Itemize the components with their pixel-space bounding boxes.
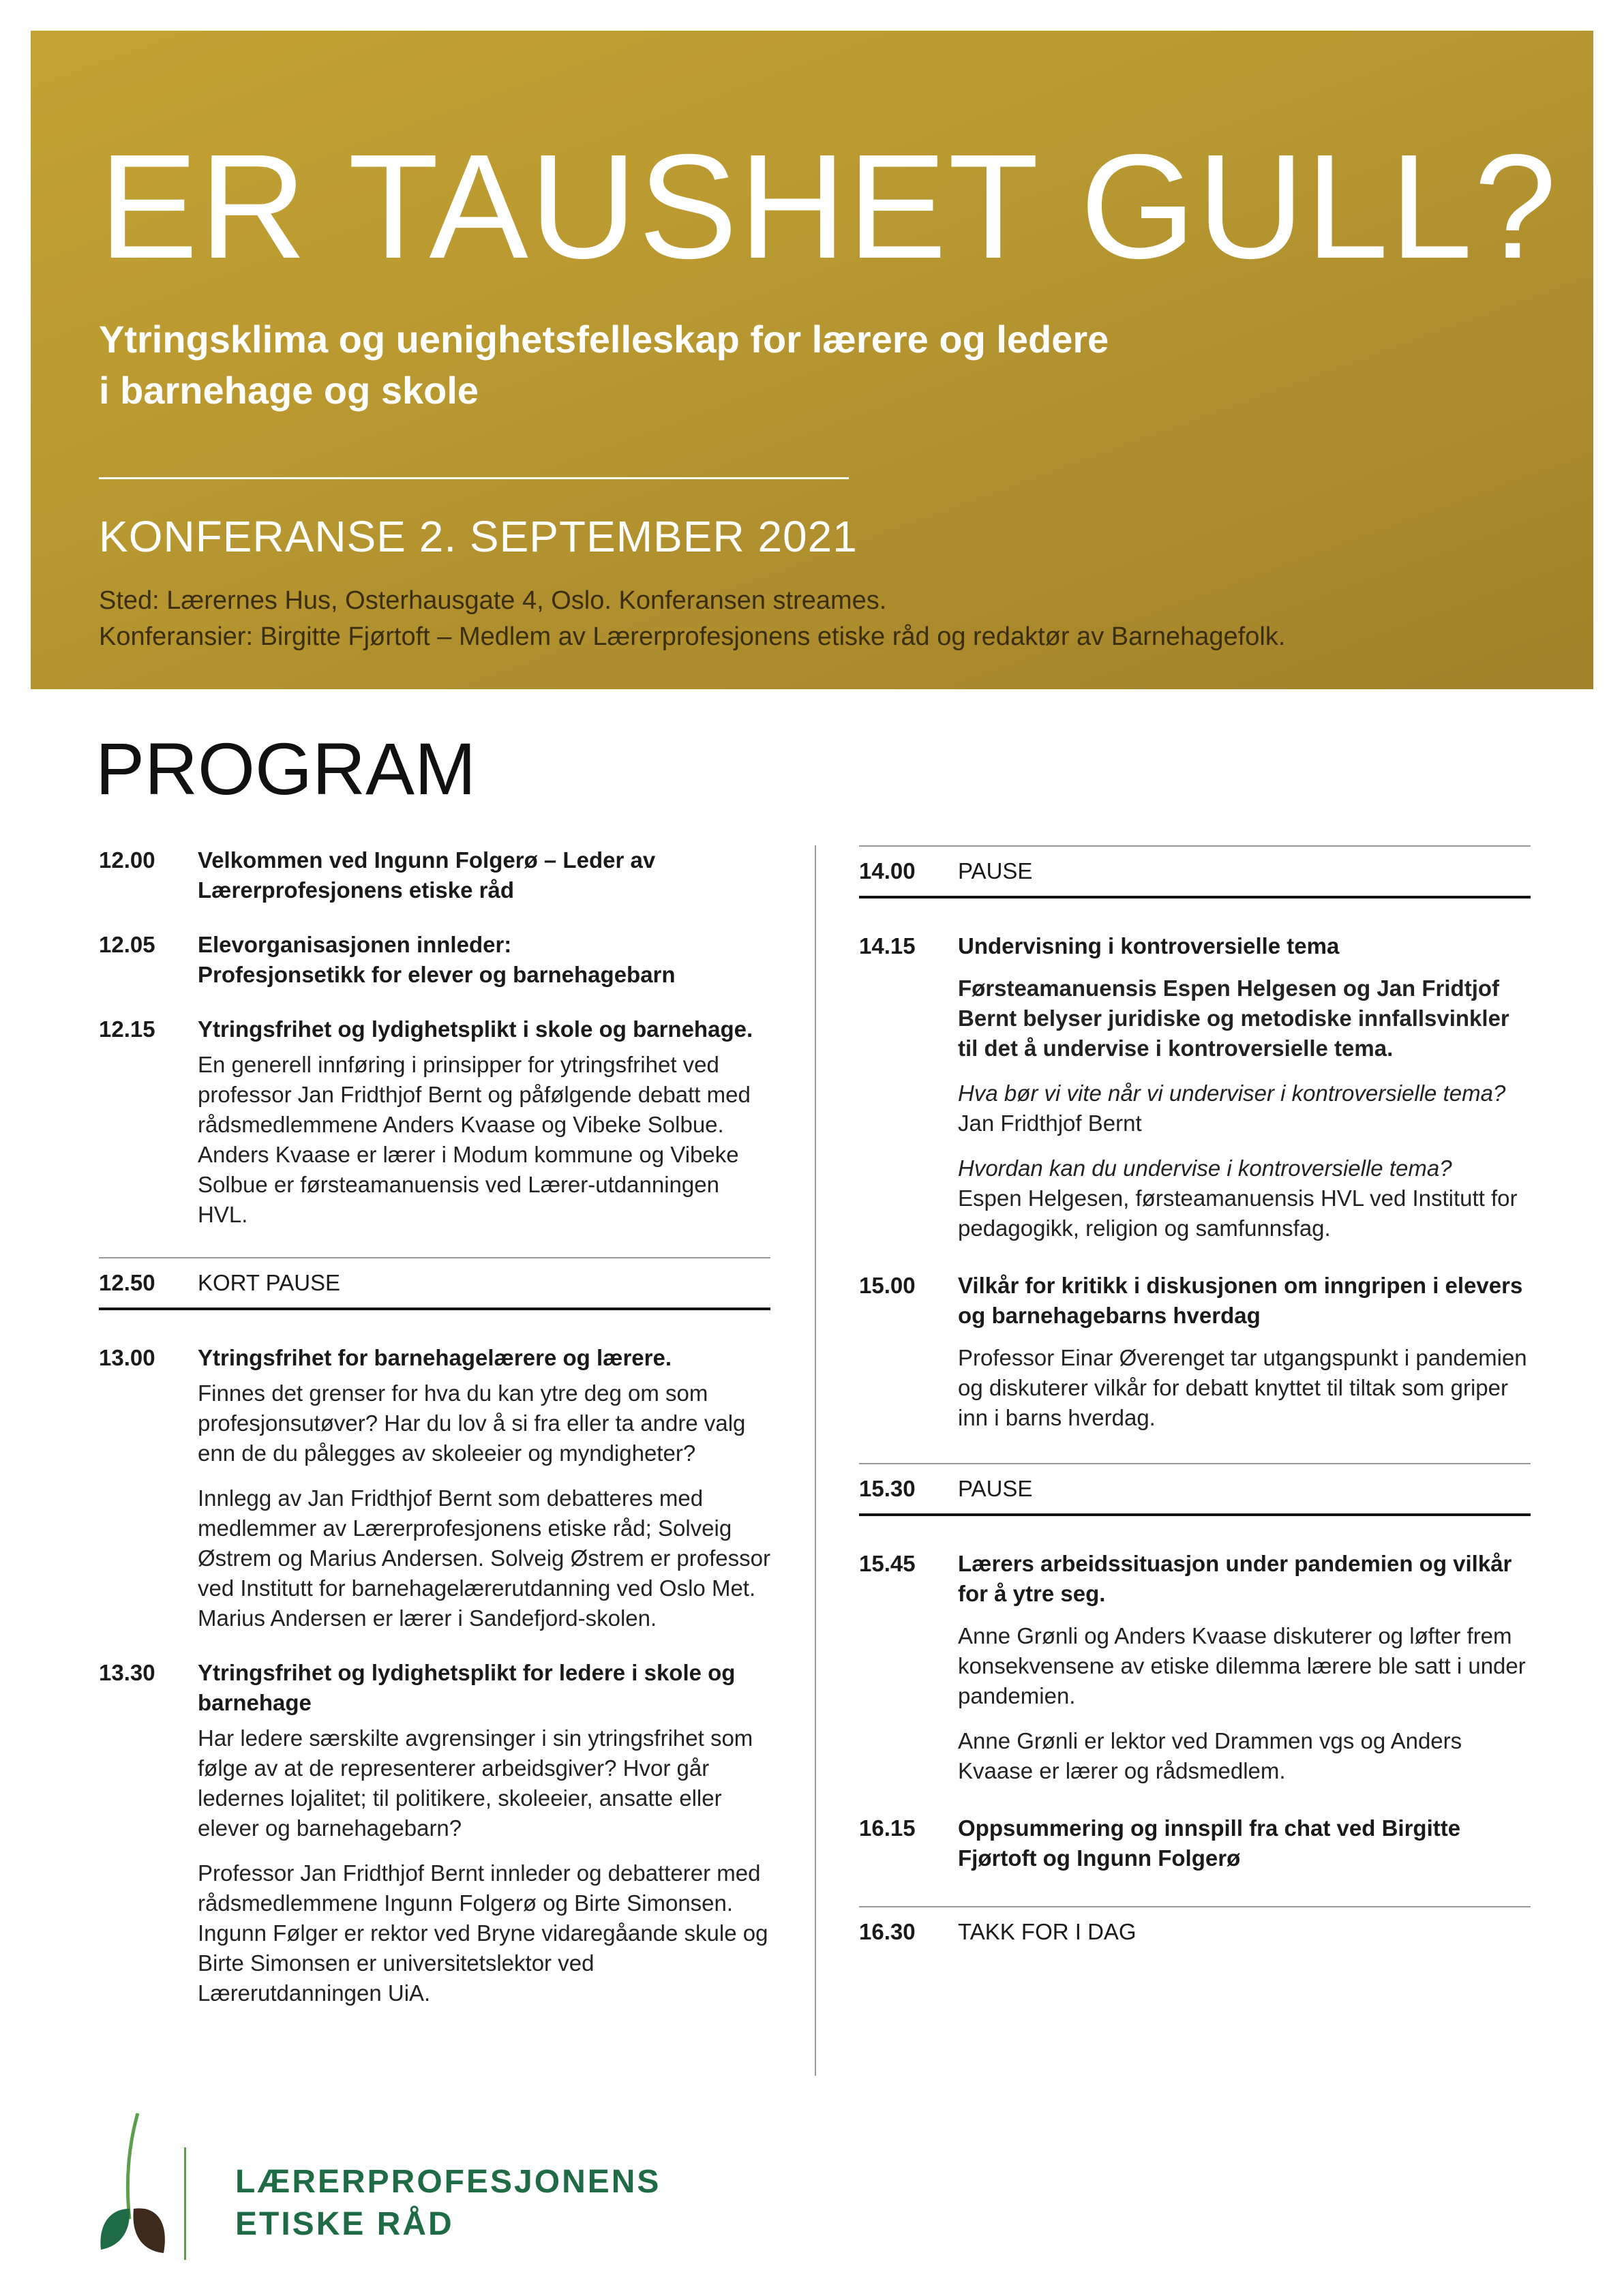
question-speaker: Espen Helgesen, førsteamanuensis HVL ved Institutt for pedagogikk, religion og samfunnsfag. (958, 1185, 1518, 1241)
item-body (198, 1050, 770, 1230)
program-heading: PROGRAM (95, 727, 477, 810)
question-text: Hva bør vi vite når vi underviser i kontroversielle tema? (958, 1081, 1506, 1106)
program-item (859, 931, 1531, 1243)
item-body (958, 1621, 1531, 1786)
pause-label: TAKK FOR I DAG (958, 1919, 1137, 1944)
pause-row (99, 1257, 770, 1310)
item-paragraph: Profesjonsetikk for elever og barnehagebarn (198, 962, 676, 987)
pause-row (859, 1906, 1531, 1957)
question-text: Hvordan kan du undervise i kontroversielle tema? (958, 1155, 1452, 1181)
item-time: 12.00 (99, 847, 155, 873)
item-time: 12.50 (99, 1270, 155, 1295)
pause-row (859, 845, 1531, 898)
subtitle (99, 314, 1326, 416)
pause-label: KORT PAUSE (198, 1270, 341, 1295)
item-body (198, 960, 770, 990)
item-title: Undervisning i kontroversielle tema (958, 933, 1340, 958)
item-time: 14.00 (859, 858, 916, 883)
item-time: 13.30 (99, 1660, 155, 1685)
item-body (198, 1723, 770, 2008)
item-time: 12.15 (99, 1016, 155, 1042)
item-time: 15.30 (859, 1476, 916, 1501)
column-divider (815, 845, 816, 2076)
item-time: 13.00 (99, 1345, 155, 1370)
item-time: 15.45 (859, 1551, 916, 1576)
org-name-line-1: LÆRERPROFESJONENS (235, 2164, 661, 2200)
item-title: Velkommen ved Ingunn Folgerø – Leder av Lærerprofesjonens etiske råd (198, 847, 656, 903)
org-name-line-2: ETISKE RÅD (235, 2206, 454, 2242)
subtitle-line-2: i barnehage og skole (99, 369, 479, 412)
question-speaker: Jan Fridthjof Bernt (958, 1111, 1142, 1136)
banner-divider (99, 477, 849, 479)
item-paragraph: Anne Grønli og Anders Kvaase diskuterer og løfter frem konsekvensene av etiske dilemma lærere ble satt i under pandemien. (958, 1623, 1526, 1708)
conference-date: KONFERANSE 2. SEPTEMBER 2021 (99, 512, 858, 561)
program-item (99, 930, 770, 990)
item-body (198, 1378, 770, 1633)
item-time: 16.30 (859, 1919, 916, 1944)
item-time: 16.15 (859, 1815, 916, 1841)
item-paragraph: Professor Jan Fridthjof Bernt innleder og debatterer med rådsmedlemmene Ingunn Folgerø og Birte Simonsen. Ingunn Følger er rektor ved Bryne vidaregåande skule og Birte Simonsen er universitetslektor ved Lærerutdanningen UiA. (198, 1860, 768, 2006)
program-item (859, 1271, 1531, 1433)
item-title: Vilkår for kritikk i diskusjonen om inngripen i elevers og barnehagebarns hverdag (958, 1273, 1523, 1328)
org-name (235, 2161, 661, 2246)
program-item (99, 845, 770, 905)
item-paragraph: Finnes det grenser for hva du kan ytre deg om som profesjonsutøver? Har du lov å si fra eller ta andre valg enn de du pålegges av skoleeier og myndigheter? (198, 1380, 746, 1466)
item-title: Lærers arbeidssituasjon under pandemien og vilkår for å ytre seg. (958, 1551, 1512, 1606)
sprout-logo-icon (95, 2106, 170, 2263)
item-paragraph: Anne Grønli er lektor ved Drammen vgs og Anders Kvaase er lærer og rådsmedlem. (958, 1728, 1462, 1783)
program-column-right (859, 845, 1531, 1989)
item-time: 15.00 (859, 1273, 916, 1298)
item-lead: Førsteamanuensis Espen Helgesen og Jan Fridtjof Bernt belyser juridiske og metodiske innfallsvinkler til det å undervise i kontroversielle tema. (958, 976, 1509, 1061)
program-item (99, 1014, 770, 1230)
program-item (859, 1549, 1531, 1786)
program-item (859, 1813, 1531, 1873)
pause-label: PAUSE (958, 858, 1033, 883)
venue-info: Sted: Lærernes Hus, Osterhausgate 4, Oslo. Konferansen streames. (99, 586, 887, 615)
item-body (958, 1343, 1531, 1433)
item-question (958, 1153, 1531, 1243)
logo-separator (184, 2147, 186, 2260)
program-item (99, 1658, 770, 2008)
item-body (958, 973, 1531, 1243)
item-paragraph: En generell innføring i prinsipper for ytringsfrihet ved professor Jan Fridthjof Bernt og påfølgende debatt med rådsmedlemmene Anders Kvaase og Vibeke Solbue. Anders Kvaase er lærer i Modum kommune og Vibeke Solbue er førsteamanuensis ved Lærer-utdanningen HVL. (198, 1052, 751, 1227)
item-title: Oppsummering og innspill fra chat ved Birgitte Fjørtoft og Ingunn Folgerø (958, 1815, 1461, 1871)
item-title: Ytringsfrihet og lydighetsplikt for ledere i skole og barnehage (198, 1660, 736, 1715)
item-time: 12.05 (99, 932, 155, 957)
header-banner (31, 31, 1593, 689)
item-title: Ytringsfrihet for barnehagelærere og lærere. (198, 1345, 672, 1370)
host-info: Konferansier: Birgitte Fjørtoft – Medlem av Lærerprofesjonens etiske råd og redaktør av Barnehagefolk. (99, 622, 1286, 651)
page-title: ER TAUSHET GULL? (99, 124, 1559, 290)
subtitle-line-1: Ytringsklima og uenighetsfelleskap for lærere og ledere (99, 318, 1109, 361)
item-question (958, 1078, 1531, 1138)
pause-row (859, 1463, 1531, 1516)
program-column-left (99, 845, 770, 2033)
org-logo (95, 2106, 709, 2243)
pause-label: PAUSE (958, 1476, 1033, 1501)
item-paragraph: Professor Einar Øverenget tar utgangspunkt i pandemien og diskuterer vilkår for debatt knyttet til tiltak som griper inn i barns hverdag. (958, 1345, 1527, 1430)
item-title: Elevorganisasjonen innleder: (198, 932, 512, 957)
item-title: Ytringsfrihet og lydighetsplikt i skole og barnehage. (198, 1016, 753, 1042)
program-item (99, 1343, 770, 1633)
item-paragraph: Har ledere særskilte avgrensinger i sin ytringsfrihet som følge av at de representerer arbeidsgiver? Hvor går ledernes lojalitet; til politikere, skoleeier, ansatte eller elever og barnehagebarn? (198, 1725, 753, 1841)
item-paragraph: Innlegg av Jan Fridthjof Bernt som debatteres med medlemmer av Lærerprofesjonens etiske råd; Solveig Østrem og Marius Andersen. Solveig Østrem er professor ved Institutt for barnehagelærerutdanning ved Oslo Met. Marius Andersen er lærer i Sandefjord-skolen. (198, 1485, 770, 1631)
item-time: 14.15 (859, 933, 916, 958)
